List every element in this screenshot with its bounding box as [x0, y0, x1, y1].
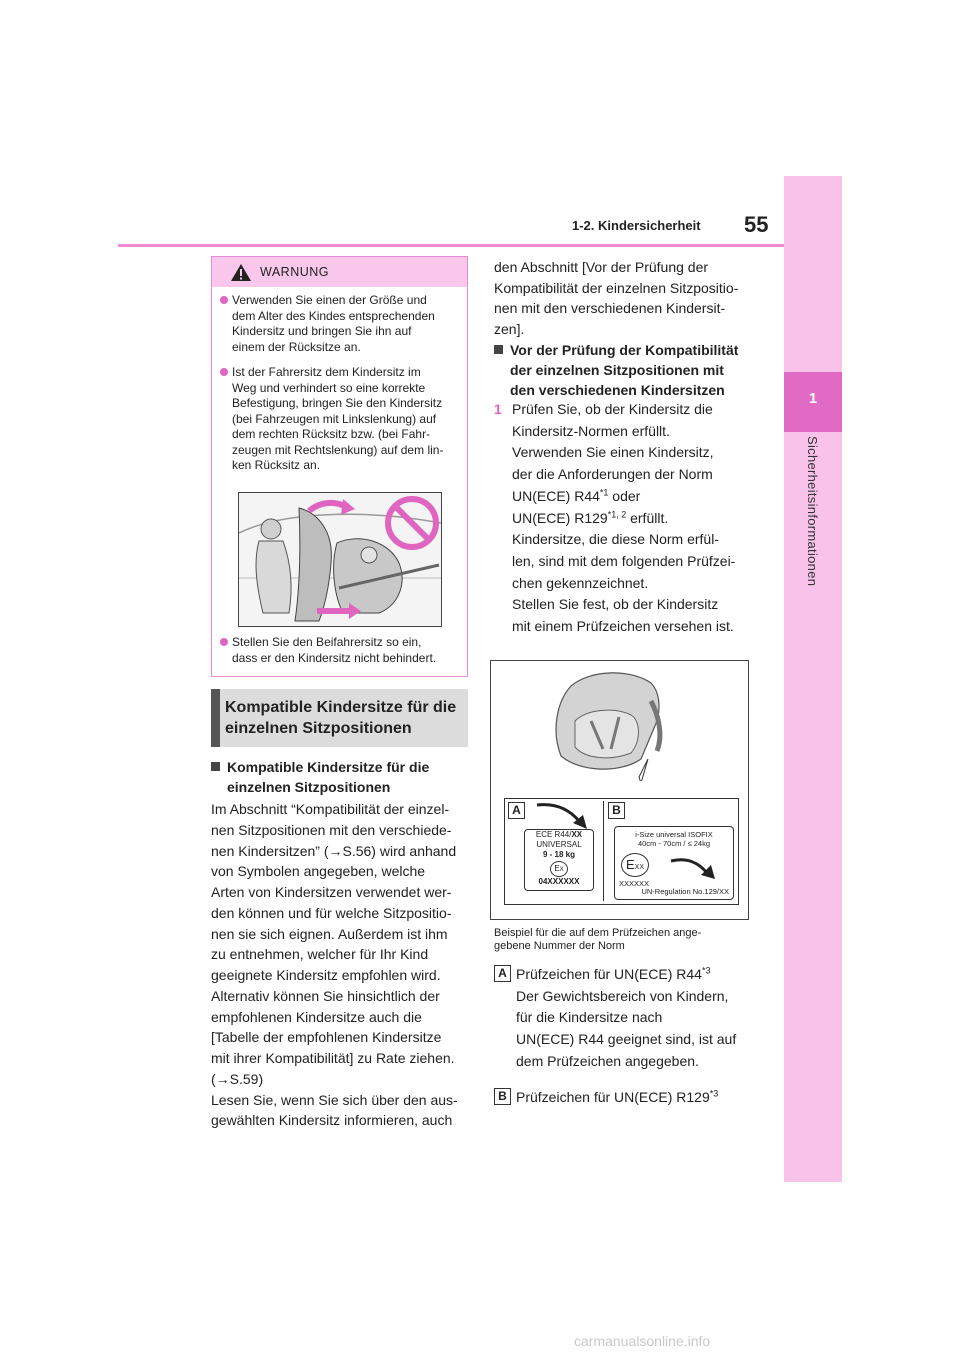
item-b-label: B: [494, 1088, 511, 1105]
mark-a: [524, 829, 594, 891]
left-subheading-wrap: [211, 757, 471, 797]
item-a-title-line: [516, 964, 766, 986]
item-b-title: Prüfzeichen für UN(ECE) R129: [516, 1089, 710, 1105]
left-subheading: Kompatible Kindersitze für die einzelnen Sitzpositionen: [227, 759, 430, 795]
site-watermark: carmanualsonline.info: [574, 1333, 711, 1349]
section-heading-text: Kompatible Kindersitze für die einzelnen Sitzpositionen: [225, 699, 457, 737]
warning-item: [220, 293, 460, 355]
warning-item: [220, 635, 460, 666]
right-paragraph: den Abschnitt [Vor der Prüfung der Kompatibilität der einzelnen Sitzpositio- nen mit den verschiedenen Kindersit- zen].: [494, 259, 739, 337]
mark-b-line1: i-Size universal ISOFIX: [635, 830, 713, 839]
item-a: [516, 964, 766, 1073]
seat-conflict-illustration: [238, 492, 442, 627]
chapter-tab[interactable]: [784, 372, 842, 432]
r44-footnote: *1: [599, 487, 609, 498]
label-b: B: [608, 802, 625, 819]
bullet-icon: [220, 638, 228, 646]
item-b: [516, 1087, 766, 1109]
item-a-desc: Der Gewichtsbereich von Kindern, für die Kindersitze nach UN(ECE) R44 geeignet sind, ist auf dem Prüfzeichen angegeben.: [516, 987, 737, 1069]
step-r129-line: [512, 508, 762, 530]
mark-a-e-circle: [550, 861, 568, 877]
section-heading: [211, 689, 468, 747]
mark-b-regulation: UN-Regulation No.129/XX: [641, 887, 729, 896]
arrow-icon: [531, 801, 591, 831]
bullet-icon: [220, 368, 228, 376]
r44-suffix: oder: [608, 487, 641, 504]
warning-item: [220, 365, 460, 474]
r129-label: UN(ECE) R129: [512, 509, 608, 526]
mark-b-e-sub: XX: [634, 864, 644, 871]
warning-item-text: Verwenden Sie einen der Größe und dem Alter des Kindes entsprechenden Kindersitz und bringen Sie ihn auf einem der Rücksitze an.: [232, 293, 435, 354]
seat-conflict-drawing: [239, 493, 441, 626]
step-text-1: Prüfen Sie, ob der Kindersitz die Kindersitz-Normen erfüllt. Verwenden Sie einen Kindersitz, der die Anforderungen der Norm: [512, 401, 714, 483]
item-a-title: Prüfzeichen für UN(ECE) R44: [516, 966, 702, 982]
mark-a-line3: 9 - 18 kg: [542, 850, 575, 859]
chapter-title: Sicherheitsinformationen: [805, 436, 820, 587]
left-paragraph: Im Abschnitt “Kompatibilität der einzel- nen Sitzpositionen mit den verschiede- nen Kindersitzen” (→S.56) wird anhand von Symbolen angegeben, welche Arten von Kindersitzen verwendet wer- den können und für welche Sitzpositio- nen sie sich eignen. Außerdem ist ihm zu entnehmen, welcher für Ihr Kind geeignete Kindersitz empfohlen wird. Alternativ können Sie hinsichtlich der empfohlenen Kindersitze auch die [Tabelle der empfohlenen Kindersitze mit ihrer Kompatibilität] zu Rate ziehen. (→S.59) Lesen Sie, wenn Sie sich über den aus- gewählten Kindersitz informieren, auch: [211, 801, 458, 1129]
child-seat-drawing: [491, 661, 748, 781]
warning-icon: [230, 263, 252, 282]
bullet-icon: [220, 296, 228, 304]
page-number: 55: [744, 212, 769, 237]
mark-b-line2: 40cm - 70cm / ≤ 24kg: [637, 839, 711, 848]
step-content: [512, 399, 762, 638]
item-b-title-line: [516, 1087, 766, 1109]
marks-divider: [603, 801, 604, 901]
label-a: A: [508, 802, 525, 819]
item-a-footnote: *3: [701, 965, 711, 976]
mark-b-e-circle: [621, 853, 649, 877]
side-tab: [784, 176, 842, 1182]
step-number: 1: [494, 401, 502, 417]
right-subheading: Vor der Prüfung der Kompatibilität der einzelnen Sitzpositionen mit den verschiedenen Kindersitzen: [510, 342, 739, 398]
warning-title: WARNUNG: [260, 265, 330, 279]
warning-item-text: Ist der Fahrersitz dem Kindersitz im Weg und verhindert so eine korrekte Befestigung, bringen Sie den Kindersitz (bei Fahrzeugen mit Linkslenkung) auf dem rechten Rücksitz bzw. (bei Fahr- zeugen mit Rechtslenkung) auf dem lin- ken Rücksitz an.: [232, 365, 444, 472]
mark-a-e: E: [554, 864, 560, 873]
r44-label: UN(ECE) R44: [512, 487, 600, 504]
header-rule: [118, 244, 784, 247]
step-text-2: Kindersitze, die diese Norm erfül- len, sind mit dem folgenden Prüfzei- chen gekennzeichnet. Stellen Sie fest, ob der Kindersitz mit einem Prüfzeichen versehen ist.: [512, 531, 736, 635]
mark-a-line1: ECE R44/: [535, 830, 572, 839]
illustration-caption: Beispiel für die auf dem Prüfzeichen ange- gebene Nummer der Norm: [494, 927, 702, 952]
section-title: 1-2. Kindersicherheit: [572, 218, 701, 233]
chapter-number: 1: [808, 390, 818, 407]
right-subheading-wrap: [494, 340, 756, 400]
item-a-label: A: [494, 965, 511, 982]
r129-suffix: erfüllt.: [626, 509, 669, 526]
square-bullet-icon: [211, 762, 220, 771]
mark-b: [614, 826, 734, 900]
warning-header: [212, 257, 467, 287]
r129-footnote: *1, 2: [607, 508, 627, 519]
item-b-footnote: *3: [709, 1088, 719, 1099]
mark-a-line2: UNIVERSAL: [536, 840, 582, 849]
square-bullet-icon: [494, 345, 503, 354]
warning-item-text: Stellen Sie den Beifahrersitz so ein, dass er den Kindersitz nicht behindert.: [232, 635, 437, 665]
mark-a-code: 04XXXXXX: [538, 877, 580, 886]
arrow-icon: [667, 855, 717, 881]
step-r44-line: [512, 486, 762, 508]
warning-box: [211, 256, 468, 677]
mark-b-code: XXXXXX: [619, 879, 650, 888]
heading-accent-bar: [211, 689, 220, 747]
mark-a-e-sub: X: [559, 867, 564, 873]
approval-mark-illustration: [490, 660, 749, 920]
mark-a-xx: XX: [571, 830, 583, 839]
mark-b-e: E: [625, 857, 635, 872]
